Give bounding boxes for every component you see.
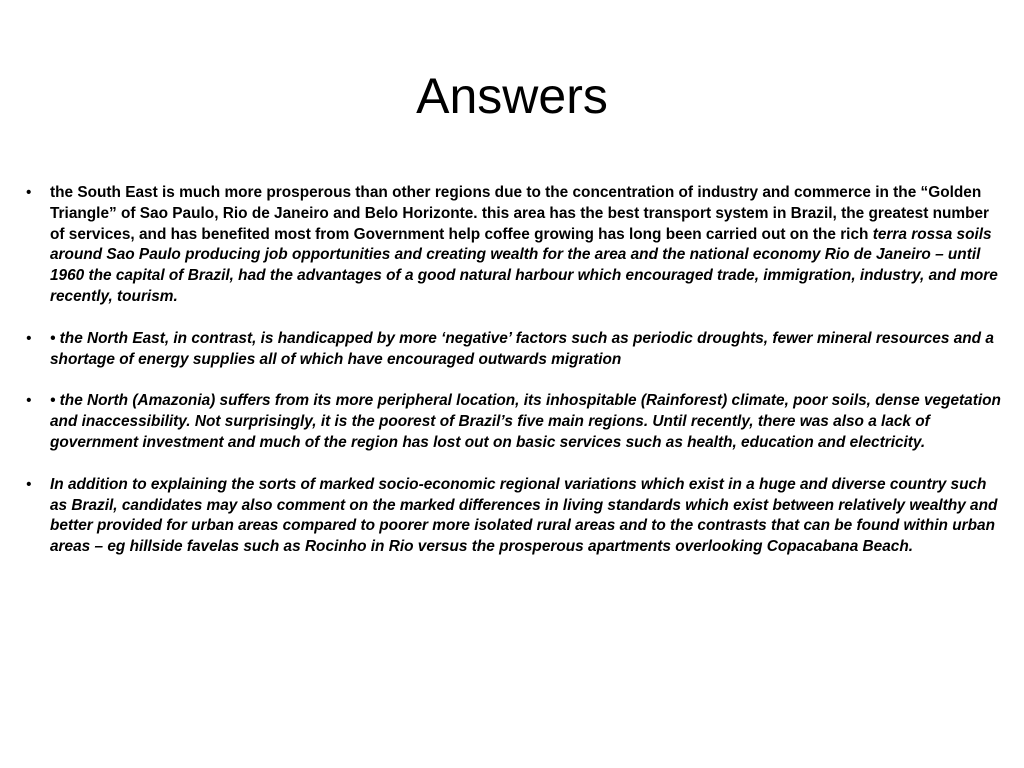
- bullet-text: • the North East, in contrast, is handicapped by more ‘negative’ factors such as periodic droughts, fewer mineral resources and a shortage of energy supplies all of which have encouraged outwards migration: [50, 329, 994, 368]
- bullet-text: the South East is much more prosperous than other regions due to the concentration of industry and commerce in the “Golden Triangle” of Sao Paulo, Rio de Janeiro and Belo Horizonte. this area has the best transport system in Brazil, the greatest number of services, and has benefited most from Government help coffee growing has long been carried out on the rich: [50, 184, 990, 243]
- bullet-south-east: [26, 183, 1001, 308]
- bullet-text: In addition to explaining the sorts of marked socio-economic regional variations which exist in a huge and diverse country such as Brazil, candidates may also comment on the marked differences in living standards which exist between relatively wealthy and better provided for urban areas compared to poorer more isolated rural areas and to the contrasts that can be found within urban areas – eg hillside favelas such as Rocinho in Rio versus the prosperous apartments overlooking Copacabana Beach.: [50, 475, 998, 556]
- bullet-regional-variations: [26, 475, 1001, 558]
- answer-bullet-list: [26, 183, 1001, 579]
- bullet-icon: •: [26, 184, 32, 201]
- slide-title: Answers: [416, 68, 608, 124]
- bullet-text: • the North (Amazonia) suffers from its more peripheral location, its inhospitable (Rainforest) climate, poor soils, dense vegetation and inaccessibility. Not surprisingly, it is the poorest of Brazil’s five main regions. Until recently, there was also a lack of government investment and much of the region has lost out on basic services such as health, education and electricity.: [50, 392, 1001, 451]
- bullet-icon: •: [26, 475, 32, 493]
- bullet-text-italic: terra rossa soils around Sao Paulo producing job opportunities and creating wealth for the area and the national economy Rio de Janeiro – until 1960 the capital of Brazil, had the advantages of a good natural harbour which encouraged trade, immigration, industry, and more recently, tourism.: [50, 225, 998, 305]
- bullet-icon: •: [26, 329, 32, 347]
- bullet-north-east: [26, 329, 1001, 371]
- bullet-north-amazonia: [26, 391, 1001, 453]
- bullet-icon: •: [26, 392, 32, 410]
